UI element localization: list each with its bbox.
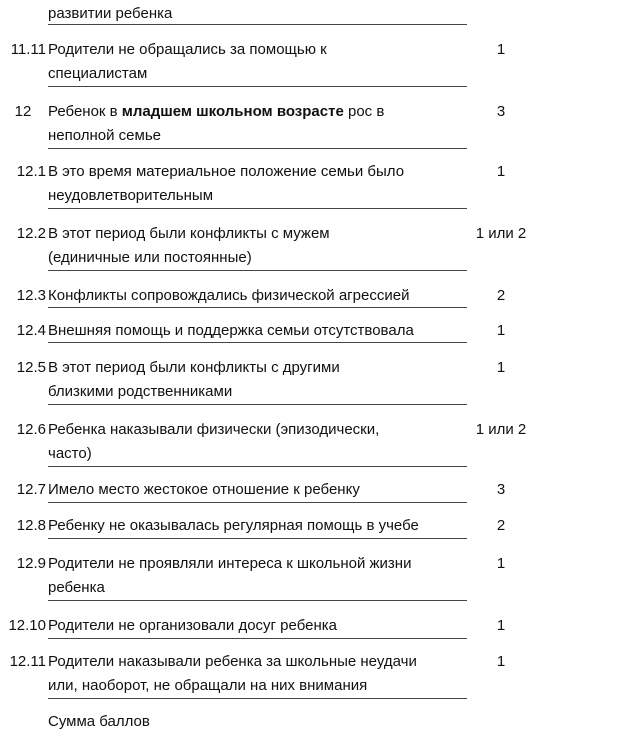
item-text-line1: В это время материальное положение семьи было [48, 163, 405, 180]
item-number: 11.11 [10, 41, 46, 58]
item-score: 1 [496, 653, 506, 670]
item-text-line1: Ребенку не оказывалась регулярная помощь в учебе [48, 517, 419, 534]
item-text-line1: Родители не обращались за помощью к [48, 41, 327, 58]
item-number: 12.8 [16, 517, 46, 534]
item-number: 12.10 [8, 617, 46, 634]
item-text-line1: В этот период были конфликты с другими [48, 359, 340, 376]
row-divider [48, 270, 467, 271]
item-text-line1: Родители наказывали ребенка за школьные неудачи [48, 653, 417, 670]
row-divider [48, 404, 467, 405]
item-number: 12.1 [16, 163, 46, 180]
item-score: 1 [496, 555, 506, 572]
item-text-line2: ребенка [48, 579, 105, 596]
row-divider [48, 148, 467, 149]
item-number: 12.5 [16, 359, 46, 376]
item-text-line2: часто) [48, 445, 92, 462]
item-score: 1 [496, 322, 506, 339]
row-divider [48, 502, 467, 503]
item-text-line1: Ребенка наказывали физически (эпизодически, [48, 421, 380, 438]
item-text-line1: Конфликты сопровождались физической агрессией [48, 287, 410, 304]
item-score: 2 [496, 517, 506, 534]
row-divider [48, 307, 467, 308]
row-divider [48, 600, 467, 601]
item-score: 1 [496, 359, 506, 376]
item-number: 12 [14, 103, 32, 120]
item-text-line1: Имело место жестокое отношение к ребенку [48, 481, 360, 498]
item-text-line1: Родители не проявляли интереса к школьной жизни [48, 555, 412, 572]
item-text-line2: неудовлетворительным [48, 187, 213, 204]
item-score: 1 или 2 [475, 225, 527, 242]
item-text-lead: Ребенок в [48, 103, 122, 120]
total-score-label: Сумма баллов [48, 713, 150, 730]
item-text-line1: Внешняя помощь и поддержка семьи отсутствовала [48, 322, 414, 339]
item-number: 12.11 [9, 653, 46, 670]
item-text-line2: неполной семье [48, 127, 161, 144]
row-divider [48, 538, 467, 539]
item-score: 1 [496, 41, 506, 58]
item-number: 12.6 [16, 421, 46, 438]
item-text-line1 [48, 100, 468, 124]
item-text-bold: младшем школьном возрасте [121, 103, 344, 120]
item-number: 12.4 [16, 322, 46, 339]
item-number: 12.3 [16, 287, 46, 304]
item-number: 12.7 [16, 481, 46, 498]
item-score: 1 [496, 163, 506, 180]
row-divider [48, 86, 467, 87]
row-divider [48, 208, 467, 209]
item-text-line1: В этот период были конфликты с мужем [48, 225, 330, 242]
item-score: 3 [496, 481, 506, 498]
item-text-line2: или, наоборот, не обращали на них внимания [48, 677, 368, 694]
item-score: 2 [496, 287, 506, 304]
item-number: 12.2 [16, 225, 46, 242]
item-score: 3 [496, 103, 506, 120]
row-divider [48, 638, 467, 639]
item-number: 12.9 [16, 555, 46, 572]
item-text-line2: близкими родственниками [48, 383, 233, 400]
item-text-line2: (единичные или постоянные) [48, 249, 252, 266]
row-divider [48, 466, 467, 467]
item-text-line1: Родители не организовали досуг ребенка [48, 617, 337, 634]
item-text-line2: специалистам [48, 65, 148, 82]
item-score: 1 [496, 617, 506, 634]
row-divider [48, 24, 467, 25]
item-text-tail: рос в [343, 103, 385, 120]
row-divider [48, 698, 467, 699]
continued-text: развитии ребенка [48, 5, 173, 22]
item-score: 1 или 2 [475, 421, 527, 438]
row-divider [48, 342, 467, 343]
